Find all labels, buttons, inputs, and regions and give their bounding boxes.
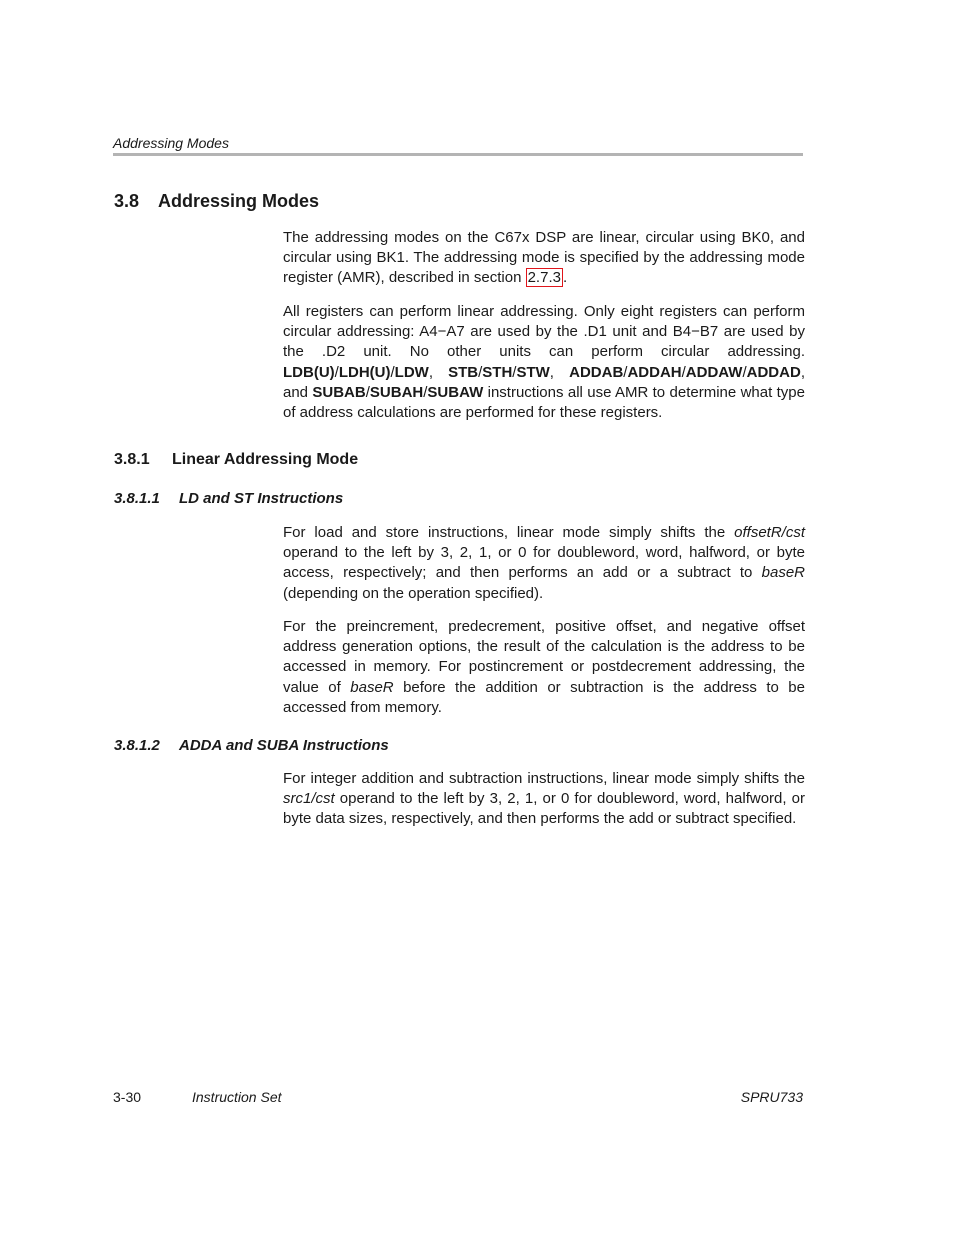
instr-ldw: LDW — [394, 363, 429, 381]
adda-suba-para-1 — [283, 769, 805, 830]
running-header: Addressing Modes — [113, 135, 229, 151]
operand-offsetr: offsetR/cst — [734, 524, 805, 541]
subsubsection-title: ADDA and SUBA Instructions — [179, 737, 389, 754]
operand-src1: src1/cst — [283, 790, 335, 808]
sep: / — [512, 363, 517, 381]
instr-ldbu: LDB(U) — [283, 363, 335, 381]
instr-addab: ADDAB — [569, 363, 624, 381]
section-heading — [114, 191, 319, 212]
section-para-2 — [283, 302, 805, 423]
instr-subaw: SUBAW — [427, 383, 484, 401]
instr-stw: STW — [516, 363, 550, 381]
instr-stb: STB — [448, 363, 479, 381]
instr-sth: STH — [482, 363, 513, 381]
para-text: operand to the left by 3, 2, 1, or 0 for doubleword, word, halfword, or byte data sizes, respectively, and then performs the add or subtract specified. — [283, 790, 805, 828]
instr-subah: SUBAH — [369, 383, 424, 401]
instr-addah: ADDAH — [627, 363, 682, 381]
para-text: . — [562, 269, 568, 287]
subsubsection-heading-1 — [114, 490, 343, 507]
para-text: The addressing modes on the C67x DSP are linear, circular using BK0, and circular using BK1. The addressing mode is specified by the addressing mode register (AMR), described in section — [283, 229, 805, 287]
para-text: operand to the left by 3, 2, 1, or 0 for doubleword, word, halfword, or byte access, respectively; and then performs an add or a subtract to — [283, 544, 805, 582]
sep: , and — [283, 363, 805, 401]
operand-baser: baseR — [761, 564, 805, 582]
footer-book-title: Instruction Set — [192, 1089, 282, 1105]
instr-addad: ADDAD — [746, 363, 801, 381]
ld-st-para-1 — [283, 523, 805, 604]
section-number: 3.8 — [114, 191, 140, 211]
instr-subab: SUBAB — [312, 383, 366, 401]
footer-page-number: 3-30 — [113, 1089, 142, 1105]
para-text: before the addition or subtraction is the address to be accessed from memory. — [283, 678, 805, 716]
sep: / — [623, 363, 628, 381]
sep: , — [428, 363, 449, 381]
sep: / — [334, 363, 339, 381]
sep: , — [549, 363, 570, 381]
para-text: instructions all use AMR to determine what type of address calculations are performed for these registers. — [283, 383, 805, 422]
para-text: For integer addition and subtraction instructions, linear mode simply shifts the — [283, 770, 805, 787]
instr-addaw: ADDAW — [685, 363, 743, 381]
sep: / — [742, 363, 747, 381]
subsubsection-number: 3.8.1.2 — [114, 737, 160, 754]
para-text: For load and store instructions, linear mode simply shifts the — [283, 524, 735, 541]
subsection-heading — [114, 451, 358, 469]
operand-baser: baseR — [350, 678, 394, 696]
header-rule — [113, 153, 803, 156]
section-link-2-7-3[interactable]: 2.7.3 — [527, 269, 561, 287]
para-text: For the preincrement, predecrement, positive offset, and negative offset address generation options, the result of the calculation is the address to be accessed in memory. For postincrement or postdecrement addressing, the value of — [283, 618, 805, 696]
subsubsection-number: 3.8.1.1 — [114, 490, 160, 507]
subsection-title: Linear Addressing Mode — [172, 451, 359, 468]
para-text: (depending on the operation specified). — [283, 584, 544, 602]
section-title: Addressing Modes — [158, 191, 320, 211]
instr-ldhu: LDH(U) — [338, 363, 391, 381]
subsubsection-title: LD and ST Instructions — [179, 490, 344, 507]
sep: / — [681, 363, 686, 381]
para-text: All registers can perform linear addressing. Only eight registers can perform circular addressing: A4−A7 are used by the .D1 unit and B4−B7 are used by the .D2 unit. No other units can perform circular addressing. — [283, 303, 805, 361]
sep: / — [478, 363, 483, 381]
sep: / — [390, 363, 395, 381]
subsubsection-heading-2 — [114, 737, 389, 754]
sep: / — [365, 383, 370, 401]
sep: / — [423, 383, 428, 401]
subsection-number: 3.8.1 — [114, 451, 150, 468]
ld-st-para-2 — [283, 617, 805, 718]
footer-doc-id: SPRU733 — [740, 1089, 803, 1105]
section-para-1 — [283, 228, 805, 289]
